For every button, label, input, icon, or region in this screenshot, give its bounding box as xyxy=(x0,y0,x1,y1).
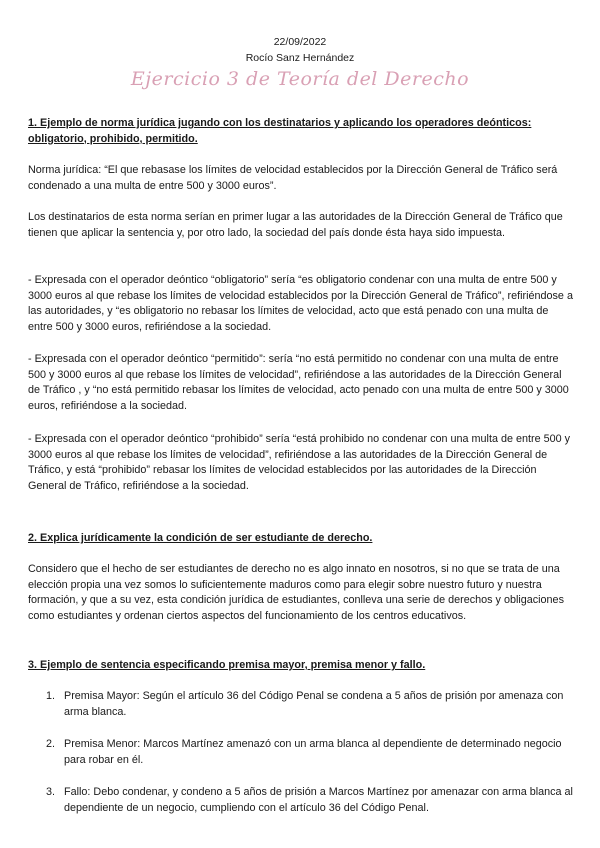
section3-heading: 3. Ejemplo de sentencia especificando premisa mayor, premisa menor y fallo. xyxy=(28,659,426,671)
section1-permitido: - Expresada con el operador deóntico “permitido”: sería “no está permitido no condenar con una multa de entre 500 y 3000 euros al que rebase los límites de velocidad”, refiriéndose a las autoridades de la Dirección General de Tráfico , y “no está permitido rebasar los límites de velocidad, acto penado con una multa de entre 500 y 3000 euros, refiriéndose a la sociedad. xyxy=(28,353,569,412)
list-item-premisa-menor: Premisa Menor: Marcos Martínez amenazó con un arma blanca al dependiente de determinado negocio para robar en él. xyxy=(64,738,562,766)
section1-norma: Norma jurídica: “El que rebasase los límites de velocidad establecidos por la Dirección General de Tráfico será condenado a una multa de entre 500 y 3000 euros”. xyxy=(28,164,558,192)
document-author: Rocío Sanz Hernández xyxy=(245,52,355,64)
list-item-number: 1. xyxy=(46,690,56,702)
list-item-number: 3. xyxy=(46,786,56,798)
list-item-number: 2. xyxy=(46,738,56,750)
document-title: Ejercicio 3 de Teoría del Derecho xyxy=(130,68,470,90)
section1-heading: 1. Ejemplo de norma jurídica jugando con los destinatarios y aplicando los operadores deónticos: obligatorio, prohibido, permitido. xyxy=(28,117,532,145)
document-date: 22/09/2022 xyxy=(273,36,327,48)
list-item-fallo: Fallo: Debo condenar, y condeno a 5 años de prisión a Marcos Martínez por amenazar con arma blanca al dependiente de un negocio, cumpliendo con el artículo 36 del Código Penal. xyxy=(64,786,573,814)
section1-prohibido: - Expresada con el operador deóntico “prohibido” sería “está prohibido no condenar con una multa de entre 500 y 3000 euros al que rebase los límites de velocidad”, refiriéndose a las autoridades de la Dirección General de Tráfico, y está “prohibido” rebasar los límites de velocidad establecidos por las autoridades de la Dirección General de Tráfico, refiriéndose a la sociedad. xyxy=(28,433,570,492)
section2-body: Considero que el hecho de ser estudiantes de derecho no es algo innato en nosotros, si no que se trata de una elección propia una vez somos lo suficientemente maduros como para elegir sobre nuestro futuro y nuestra formación, y que a su vez, esta condición jurídica de estudiantes, conlleva una serie de derechos y obligaciones como estudiantes y ordenan ciertos aspectos del funcionamiento de los centros educativos. xyxy=(28,563,564,622)
section1-destinatarios: Los destinatarios de esta norma serían en primer lugar a las autoridades de la Dirección General de Tráfico que tienen que aplicar la sentencia y, por otro lado, la sociedad del país donde ésta haya sido impuesta. xyxy=(28,211,563,239)
list-item-premisa-mayor: Premisa Mayor: Según el artículo 36 del Código Penal se condena a 5 años de prisión por amenaza con arma blanca. xyxy=(64,690,564,718)
section2-heading: 2. Explica jurídicamente la condición de ser estudiante de derecho. xyxy=(28,532,373,544)
section1-obligatorio: - Expresada con el operador deóntico “obligatorio” sería “es obligatorio condenar con una multa de entre 500 y 3000 euros al que rebase los límites de velocidad establecidos por la Dirección General de Tráfico”, refiriéndose a las autoridades, y “es obligatorio no rebasar los límites de velocidad, acto que está penado con una multa de entre 500 y 3000 euros, refiriéndose a la sociedad. xyxy=(28,274,573,333)
